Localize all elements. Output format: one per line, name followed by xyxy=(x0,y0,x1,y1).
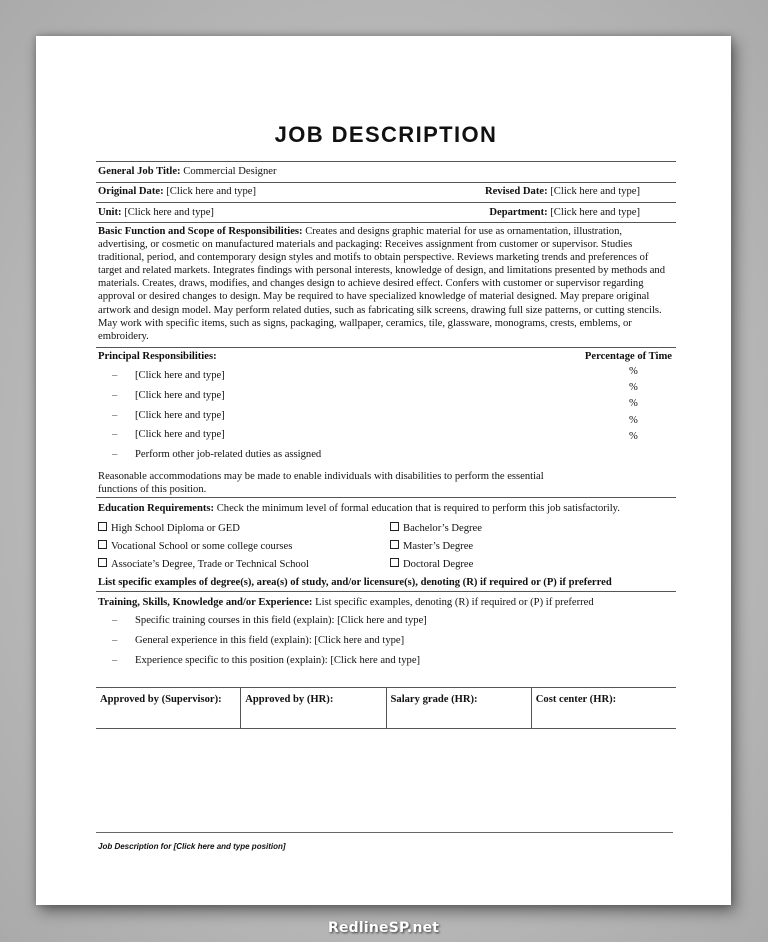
responsibility-item xyxy=(96,429,676,443)
responsibility-field[interactable]: [Click here and type] xyxy=(135,410,225,421)
percentage-of-time-header: Percentage of Time xyxy=(584,351,672,362)
divider xyxy=(96,591,676,592)
education-option[interactable] xyxy=(98,558,309,570)
dash-bullet-icon: – xyxy=(112,390,118,401)
education-option-label: Bachelor’s Degree xyxy=(403,523,482,534)
education-option[interactable] xyxy=(390,540,473,552)
education-option-label: Associate’s Degree, Trade or Technical School xyxy=(111,559,309,570)
dash-bullet-icon: – xyxy=(112,615,118,626)
education-option[interactable] xyxy=(390,522,482,534)
salary-grade-cell[interactable]: Salary grade (HR): xyxy=(387,688,532,728)
education-option[interactable] xyxy=(98,522,240,534)
cost-center-cell[interactable]: Cost center (HR): xyxy=(535,694,617,705)
responsibility-field[interactable]: [Click here and type] xyxy=(135,370,225,381)
general-job-title-field[interactable]: Commercial Designer xyxy=(183,166,277,177)
general-job-title-label: General Job Title: xyxy=(98,166,181,177)
training-item xyxy=(96,615,676,629)
unit-field[interactable]: [Click here and type] xyxy=(124,207,214,218)
footer-position-field[interactable]: Job Description for [Click here and type position] xyxy=(98,842,286,851)
dash-bullet-icon: – xyxy=(112,429,118,440)
percent-field[interactable]: % xyxy=(629,382,638,393)
page-title: JOB DESCRIPTION xyxy=(274,122,498,147)
degree-examples-prompt[interactable]: List specific examples of degree(s), area(s) of study, and/or licensure(s), denoting (R) if required or (P) if preferred xyxy=(98,577,612,588)
original-date-field[interactable]: [Click here and type] xyxy=(166,186,256,197)
responsibility-item xyxy=(96,390,676,404)
training-item xyxy=(96,655,676,669)
responsibility-text: Perform other job-related duties as assigned xyxy=(135,449,322,460)
education-option-label: Master’s Degree xyxy=(403,541,474,552)
department-field[interactable]: [Click here and type] xyxy=(550,207,640,218)
original-date-label: Original Date: xyxy=(98,186,164,197)
training-row xyxy=(98,596,674,609)
revised-date-field[interactable]: [Click here and type] xyxy=(550,186,640,197)
divider xyxy=(96,182,676,183)
watermark: RedlineSP.net xyxy=(328,920,440,936)
checkbox-icon[interactable] xyxy=(98,540,107,549)
checkbox-icon[interactable] xyxy=(390,522,399,531)
responsibility-item xyxy=(96,449,676,463)
percent-field[interactable]: % xyxy=(629,415,638,426)
basic-function-label: Basic Function and Scope of Responsibilities: xyxy=(98,226,303,237)
education-requirements-row xyxy=(98,502,674,515)
dash-bullet-icon: – xyxy=(112,410,118,421)
training-field[interactable]: Experience specific to this position (explain): [Click here and type] xyxy=(135,655,421,666)
approved-by-hr-cell[interactable]: Approved by (HR): xyxy=(241,688,386,728)
dash-bullet-icon: – xyxy=(112,635,118,646)
principal-responsibilities-label: Principal Responsibilities: xyxy=(98,351,217,362)
training-item xyxy=(96,635,676,649)
revised-date-label: Revised Date: xyxy=(484,186,548,197)
percent-field[interactable]: % xyxy=(629,398,638,409)
education-option[interactable] xyxy=(390,558,473,570)
training-label: Training, Skills, Knowledge and/or Experience: xyxy=(98,597,313,608)
dates-row xyxy=(98,185,674,198)
training-field[interactable]: General experience in this field (explain): [Click here and type] xyxy=(135,635,405,646)
education-option-label: Vocational School or some college courses xyxy=(111,541,293,552)
approved-by-supervisor-cell[interactable]: Approved by (Supervisor): xyxy=(96,688,241,728)
training-instruction: List specific examples, denoting (R) if required or (P) if preferred xyxy=(315,597,594,608)
divider xyxy=(96,161,676,162)
education-option-label: Doctoral Degree xyxy=(403,559,474,570)
education-option[interactable] xyxy=(98,540,292,552)
unit-department-row xyxy=(98,206,674,219)
education-instruction: Check the minimum level of formal education that is required to perform this job satisfactorily. xyxy=(216,503,620,514)
percent-field[interactable]: % xyxy=(629,431,638,442)
department-label: Department: xyxy=(489,207,548,218)
education-option-label: High School Diploma or GED xyxy=(111,523,240,534)
responsibility-item xyxy=(96,410,676,424)
basic-function-text[interactable]: Creates and designs graphic material for use as ornamentation, illustration, advertising, or cosmetic on manufactured materials and packaging: Receives assignment from customer or supervisor. Studies traditional, period, and contemporary design styles and motifs to obtain perspective. Reviews marketing trends and preferences of target and related markets. Integrates findings with personal interests, knowledge of design, and limitations presented by methods and materials. Creates, draws, modifies, and changes design to achieve desired effect. Confers with customer or supervisor regarding approval or desired changes to design. May be required to have specialized knowledge of material designed. May prepare original artwork and design model. May perform related duties, such as fabricating silk screens, drawing full size patterns, or cutting stencils. May work with specific items, such as signs, packaging, wallpaper, ceramics, tile, glassware, monograms, crests, emblems, or embroidery. xyxy=(98,226,666,342)
degree-examples-row xyxy=(98,576,674,589)
dash-bullet-icon: – xyxy=(112,370,118,381)
training-field[interactable]: Specific training courses in this field (explain): [Click here and type] xyxy=(135,615,427,626)
footer-divider xyxy=(96,832,673,833)
responsibility-field[interactable]: [Click here and type] xyxy=(135,429,225,440)
divider xyxy=(96,202,676,203)
responsibility-field[interactable]: [Click here and type] xyxy=(135,390,225,401)
education-label: Education Requirements: xyxy=(98,503,215,514)
responsibility-item xyxy=(96,370,676,384)
general-job-title-row xyxy=(98,165,674,178)
divider xyxy=(96,222,676,223)
accommodation-note: Reasonable accommodations may be made to enable individuals with disabilities to perform the essential functions of this position. xyxy=(98,471,544,496)
basic-function-section xyxy=(98,225,672,343)
checkbox-icon[interactable] xyxy=(98,522,107,531)
dash-bullet-icon: – xyxy=(112,655,118,666)
approval-table xyxy=(96,687,676,729)
dash-bullet-icon: – xyxy=(112,449,118,460)
divider xyxy=(96,497,676,498)
checkbox-icon[interactable] xyxy=(390,540,399,549)
divider xyxy=(96,347,676,348)
percent-field[interactable]: % xyxy=(629,366,638,377)
unit-label: Unit: xyxy=(98,207,122,218)
document-page xyxy=(36,36,731,905)
checkbox-icon[interactable] xyxy=(98,558,107,567)
checkbox-icon[interactable] xyxy=(390,558,399,567)
